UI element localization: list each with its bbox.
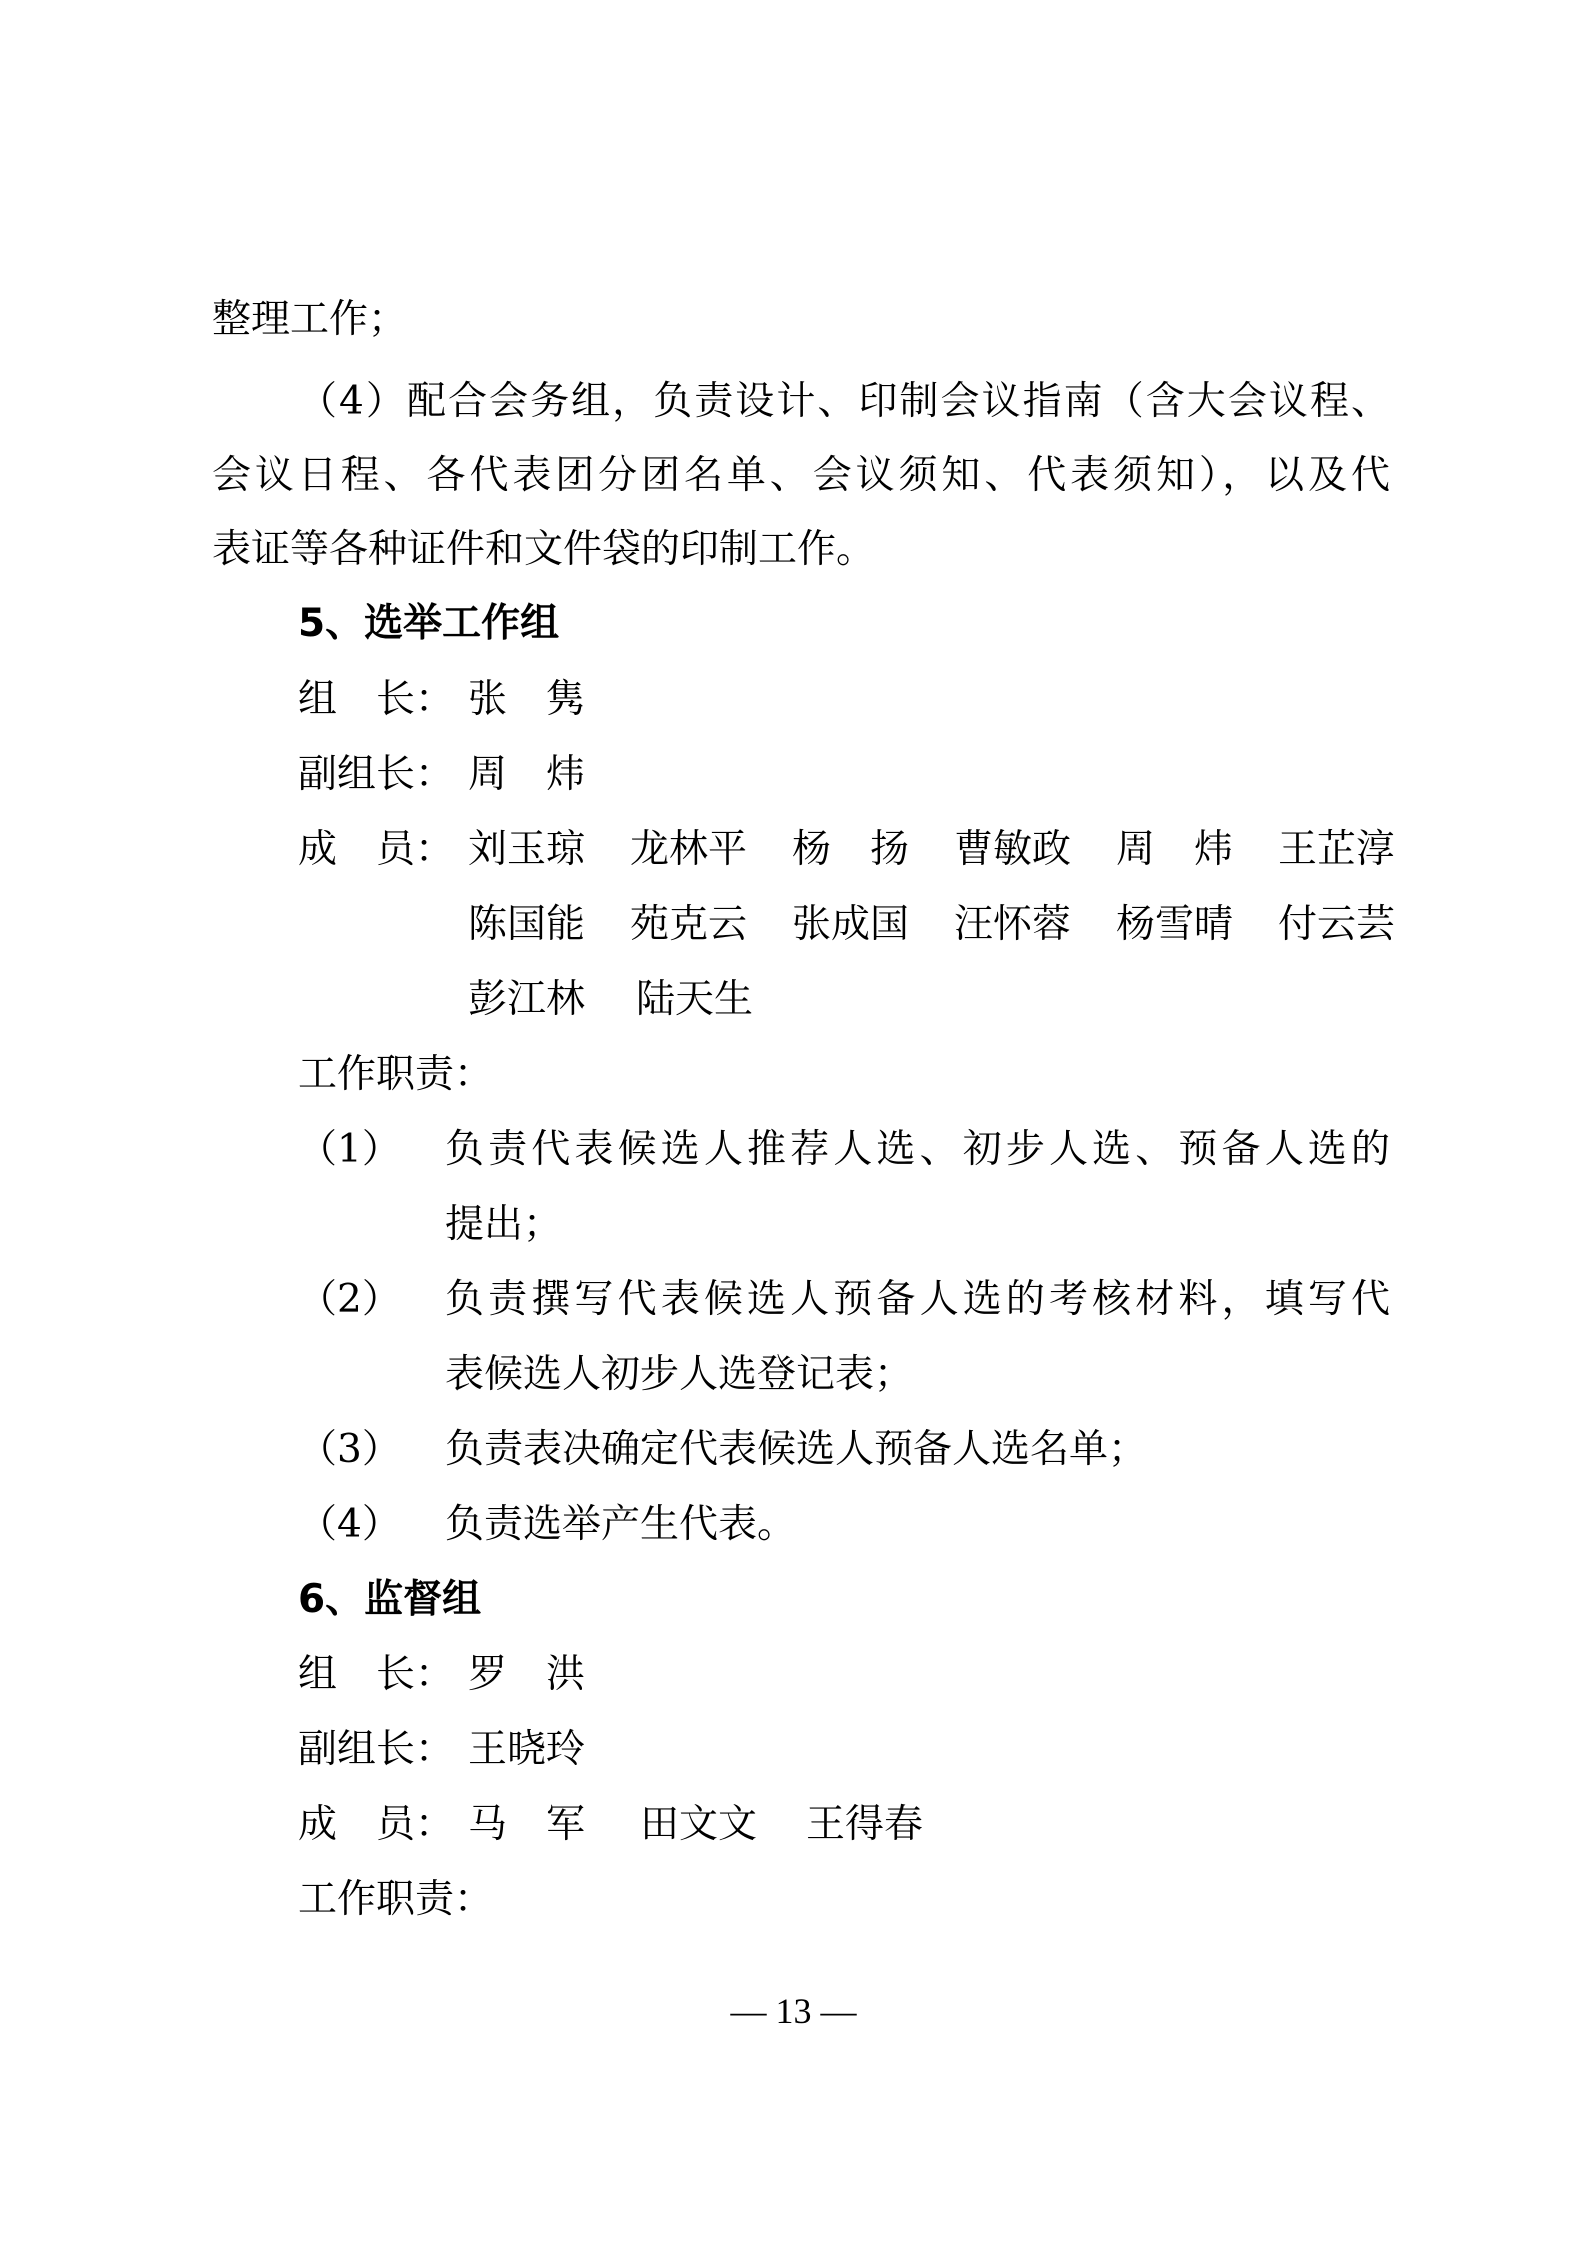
member-name: 陆天生: [636, 977, 754, 1022]
duty-text: 提出；: [445, 1202, 563, 1247]
duty-text: 负责表决确定代表候选人预备人选名单；: [445, 1427, 1148, 1472]
member-name: 苑克云: [630, 902, 748, 947]
member-name: 张成国: [792, 902, 910, 947]
duty-number: （2）: [298, 1277, 401, 1322]
paragraph-line: （4）配合会务组，负责设计、印制会议指南（含大会议程、: [298, 379, 1390, 424]
leader-row: [0, 1652, 1587, 1699]
member-name: 刘玉琼: [468, 827, 586, 872]
deputy-row: [0, 752, 1587, 799]
members-row: [0, 1802, 1587, 1849]
duty-text: 负责选举产生代表。: [445, 1502, 797, 1547]
member-name: 王芷淳: [1278, 827, 1396, 872]
member-name: 马 军: [468, 1802, 586, 1847]
duties-label: 工作职责：: [298, 1877, 494, 1922]
leader-row: [0, 677, 1587, 724]
deputy-name: 周 炜: [468, 752, 586, 797]
member-name: 付云芸: [1278, 902, 1396, 947]
leader-name: 罗 洪: [468, 1652, 586, 1697]
member-name: 杨雪晴: [1116, 902, 1234, 947]
paragraph-line: 表证等各种证件和文件袋的印制工作。: [212, 527, 876, 572]
member-name: 龙林平: [630, 827, 748, 872]
members-row: [0, 902, 1587, 949]
page-number: — 13 —: [730, 1991, 857, 2031]
member-name: 汪怀蓉: [954, 902, 1072, 947]
duty-item: [0, 1277, 1587, 1324]
section-heading: 5、选举工作组: [298, 601, 560, 646]
duty-number: （1）: [298, 1127, 401, 1172]
deputy-name: 王晓玲: [468, 1727, 586, 1772]
members-row: [0, 827, 1587, 874]
duty-item: [0, 1127, 1587, 1174]
duty-text: 负责撰写代表候选人预备人选的考核材料，填写代: [445, 1277, 1390, 1322]
duty-item: [0, 1502, 1587, 1549]
deputy-label: 副组长：: [298, 752, 455, 797]
duty-item-cont: [0, 1202, 1587, 1249]
member-name: 周 炜: [1116, 827, 1234, 872]
member-name: 陈国能: [468, 902, 586, 947]
leader-name: 张 隽: [468, 677, 586, 722]
members-row: [0, 977, 1587, 1024]
leader-label: 组 长：: [298, 1652, 455, 1697]
duty-text: 负责代表候选人推荐人选、初步人选、预备人选的: [445, 1127, 1390, 1172]
leader-label: 组 长：: [298, 677, 455, 722]
members-label: 成 员：: [298, 827, 455, 872]
duty-item-cont: [0, 1352, 1587, 1399]
member-name: 田文文: [640, 1802, 758, 1847]
duty-item: [0, 1427, 1587, 1474]
paragraph-line: 整理工作；: [212, 297, 408, 342]
duty-number: （4）: [298, 1502, 401, 1547]
member-name: 彭江林: [468, 977, 586, 1022]
member-name: 王得春: [806, 1802, 924, 1847]
deputy-row: [0, 1727, 1587, 1774]
member-name: 曹敏政: [954, 827, 1072, 872]
deputy-label: 副组长：: [298, 1727, 455, 1772]
section-heading: 6、监督组: [298, 1577, 482, 1622]
duty-text: 表候选人初步人选登记表；: [445, 1352, 914, 1397]
paragraph-line: 会议日程、各代表团分团名单、会议须知、代表须知），以及代: [212, 453, 1390, 498]
members-label: 成 员：: [298, 1802, 455, 1847]
duties-label: 工作职责：: [298, 1052, 494, 1097]
member-name: 杨 扬: [792, 827, 910, 872]
duty-number: （3）: [298, 1427, 401, 1472]
